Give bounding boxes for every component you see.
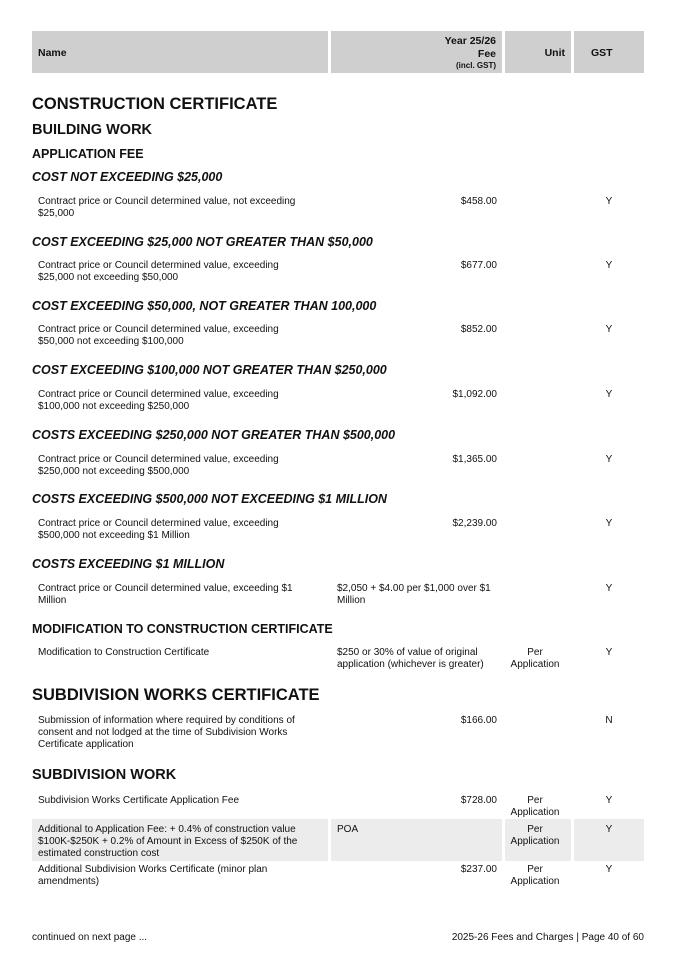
row-desc-line: $25,000 not exceeding $50,000 (38, 272, 179, 283)
header-unit-label: Unit (544, 47, 565, 59)
row-description (38, 864, 328, 888)
row-unit-line: Application (510, 659, 560, 670)
row-desc-line: $250,000 not exceeding $500,000 (38, 466, 190, 477)
row-description (38, 454, 328, 478)
section-modification: MODIFICATION TO CONSTRUCTION CERTIFICATE (32, 622, 333, 636)
row-description (38, 824, 328, 860)
row-unit (505, 824, 565, 848)
row-unit-line: Per (527, 824, 543, 835)
row-gst: Y (605, 864, 613, 875)
header-unit (505, 31, 571, 73)
subsection-over-1m: COSTS EXCEEDING $1 MILLION (32, 557, 225, 571)
row-fee-line: $250 or 30% of value of original (337, 647, 478, 658)
table-header (32, 31, 644, 73)
row-description: Subdivision Works Certificate Application Fee (38, 795, 240, 806)
row-desc-line: $50,000 not exceeding $100,000 (38, 336, 184, 347)
row-unit-line: Per (527, 795, 543, 806)
row-desc-line: Million (38, 595, 67, 606)
row-unit-line: Per (527, 647, 543, 658)
subsection-250k-500k: COSTS EXCEEDING $250,000 NOT GREATER THAN $500,000 (32, 428, 396, 442)
header-gst (574, 31, 644, 73)
row-fee: $166.00 (460, 715, 497, 726)
row-fee: $1,365.00 (452, 454, 497, 465)
row-desc-line: Additional to Application Fee: + 0.4% of construction value (38, 824, 296, 835)
row-fee (337, 647, 502, 671)
row-unit-line: Application (510, 836, 560, 847)
row-desc-line: Contract price or Council determined value, exceeding (38, 454, 279, 465)
row-desc-line: Additional Subdivision Works Certificate (minor plan (38, 864, 268, 875)
row-desc-line: Contract price or Council determined value, not exceeding (38, 196, 296, 207)
row-gst: Y (605, 389, 613, 400)
row-desc-line: $500,000 not exceeding $1 Million (38, 530, 190, 541)
header-name (32, 31, 328, 73)
row-description: Modification to Construction Certificate (38, 647, 210, 658)
row-fee-line: Million (337, 595, 366, 606)
row-fee: $852.00 (460, 324, 497, 335)
row-fee: $728.00 (460, 795, 497, 806)
header-name-label: Name (38, 47, 67, 59)
row-fee: POA (337, 824, 359, 835)
row-desc-line: $25,000 (38, 208, 75, 219)
row-gst: Y (605, 824, 613, 835)
row-description (38, 583, 328, 607)
row-unit (505, 795, 565, 819)
row-gst: Y (605, 583, 613, 594)
row-gst: Y (605, 518, 613, 529)
row-description (38, 715, 328, 751)
row-gst: Y (605, 795, 613, 806)
row-desc-line: amendments) (38, 876, 100, 887)
header-gst-label: GST (591, 47, 613, 59)
row-desc-line: Contract price or Council determined value, exceeding $1 (38, 583, 293, 594)
section-building-work: BUILDING WORK (32, 122, 153, 138)
row-gst: N (605, 715, 613, 726)
subsection-25k-50k: COST EXCEEDING $25,000 NOT GREATER THAN $50,000 (32, 235, 373, 249)
section-construction-certificate: CONSTRUCTION CERTIFICATE (32, 95, 278, 113)
row-gst: Y (605, 324, 613, 335)
header-fee-note: (incl. GST) (456, 61, 496, 70)
row-desc-line: $100,000 not exceeding $250,000 (38, 401, 190, 412)
footer-page-info: 2025-26 Fees and Charges | Page 40 of 60 (451, 932, 644, 943)
header-fee-label: Fee (477, 48, 496, 60)
row-fee: $677.00 (460, 260, 497, 271)
section-subdivision-work: SUBDIVISION WORK (32, 767, 177, 783)
row-desc-line: Submission of information where required by conditions of (38, 715, 295, 726)
row-unit-line: Application (510, 876, 560, 887)
row-desc-line: Contract price or Council determined value, exceeding (38, 324, 279, 335)
row-description (38, 518, 328, 542)
row-desc-line: Contract price or Council determined value, exceeding (38, 260, 279, 271)
row-unit (505, 647, 565, 671)
subsection-50k-100k: COST EXCEEDING $50,000, NOT GREATER THAN 100,000 (32, 299, 377, 313)
header-fee-year: Year 25/26 (444, 35, 496, 47)
row-description (38, 196, 328, 220)
row-unit-line: Application (510, 807, 560, 818)
row-desc-line: Certificate application (38, 739, 134, 750)
subsection-500k-1m: COSTS EXCEEDING $500,000 NOT EXCEEDING $1 MILLION (32, 492, 387, 506)
subsection-100k-250k: COST EXCEEDING $100,000 NOT GREATER THAN $250,000 (32, 363, 387, 377)
row-fee: $237.00 (460, 864, 497, 875)
row-description (38, 260, 328, 284)
row-gst: Y (605, 454, 613, 465)
row-description (38, 324, 328, 348)
row-desc-line: estimated construction cost (38, 848, 160, 859)
row-desc-line: Contract price or Council determined value, exceeding (38, 389, 279, 400)
row-unit (505, 864, 565, 888)
row-desc-line: consent and not lodged at the time of Subdivision Works (38, 727, 288, 738)
row-fee: $1,092.00 (452, 389, 497, 400)
row-gst: Y (605, 260, 613, 271)
row-gst: Y (605, 647, 613, 658)
header-fee (331, 31, 502, 73)
row-fee-line: application (whichever is greater) (337, 659, 484, 670)
subsection-cost-not-exceeding-25k: COST NOT EXCEEDING $25,000 (32, 170, 223, 184)
section-subdivision-works-certificate: SUBDIVISION WORKS CERTIFICATE (32, 686, 320, 704)
row-desc-line: Contract price or Council determined value, exceeding (38, 518, 279, 529)
row-description (38, 389, 328, 413)
row-fee: $458.00 (460, 196, 497, 207)
row-desc-line: $100K-$250K + 0.2% of Amount in Excess of $250K of the (38, 836, 298, 847)
row-fee (337, 583, 502, 607)
footer-continued: continued on next page ... (32, 932, 148, 943)
row-fee-line: $2,050 + $4.00 per $1,000 over $1 (337, 583, 491, 594)
row-unit-line: Per (527, 864, 543, 875)
row-fee: $2,239.00 (452, 518, 497, 529)
section-application-fee: APPLICATION FEE (32, 147, 144, 161)
row-gst: Y (605, 196, 613, 207)
